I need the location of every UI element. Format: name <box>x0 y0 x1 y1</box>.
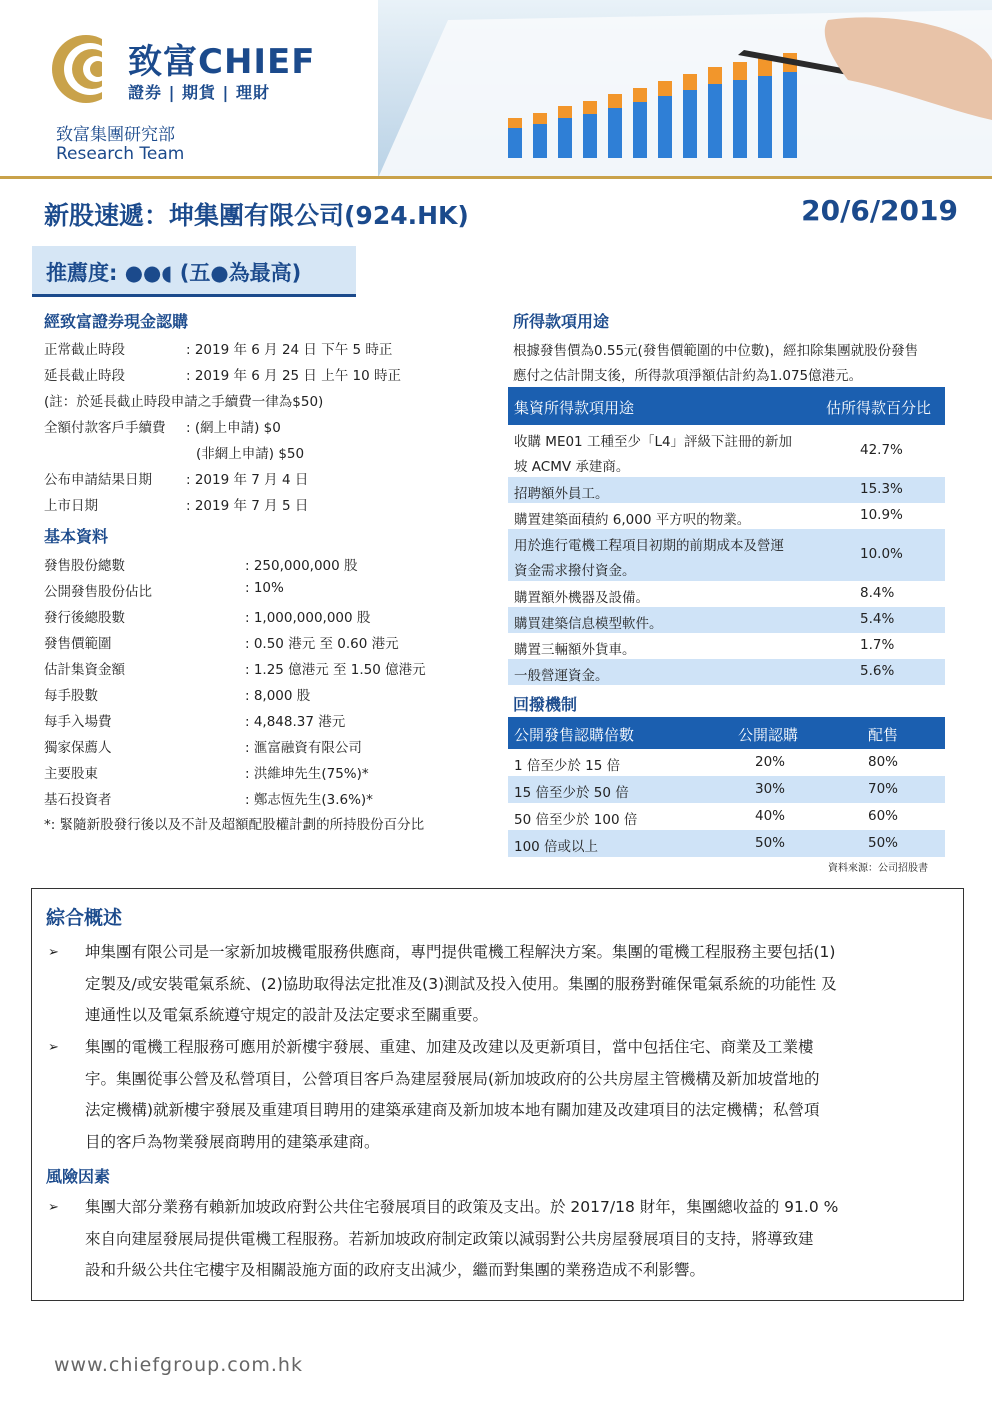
proceeds-intro: 應付之估計開支後，所得款項淨額估計約為1.075億港元。 <box>513 368 863 384</box>
clawback-heading: 回撥機制 <box>513 695 578 714</box>
clawback-table-header <box>508 717 945 749</box>
footer-website-link[interactable]: www.chiefgroup.com.hk <box>54 1354 303 1376</box>
summary-line: 宇。集團從事公營及私營項目，公營項目客戶為建屋發展局(新加坡政府的公共房屋主管機構及新加坡當地的 <box>85 1069 820 1088</box>
basic-info-value: : 4,848.37 港元 <box>245 714 346 730</box>
basic-info-value: : 250,000,000 股 <box>245 558 358 574</box>
fee-online: : (網上申請) $0 <box>186 420 281 436</box>
proceeds-pct: 1.7% <box>860 637 895 653</box>
chief-logo-icon <box>50 33 122 105</box>
proceeds-pct: 8.4% <box>860 585 895 601</box>
proceeds-pct: 5.6% <box>860 663 895 679</box>
department-en: Research Team <box>56 144 185 164</box>
proceeds-heading: 所得款項用途 <box>513 312 610 331</box>
basic-info-label: 發售股份總數 <box>44 558 125 574</box>
proceeds-pct: 42.7% <box>860 442 903 458</box>
proceeds-table-row <box>508 659 945 685</box>
decorative-chart-image <box>378 0 992 178</box>
proceeds-use-text: 購置三輛額外貨車。 <box>514 642 636 658</box>
clawback-cell: 50% <box>868 835 899 851</box>
summary-line: 目的客戶為物業發展商聘用的建築承建商。 <box>85 1132 380 1151</box>
clawback-col-multiple: 公開發售認購倍數 <box>514 726 635 744</box>
basic-info-value: : 1.25 億港元 至 1.50 億港元 <box>245 662 426 678</box>
proceeds-use-text: 招聘額外員工。 <box>514 486 609 502</box>
bullet-arrow-icon: ➢ <box>48 945 59 960</box>
proceeds-intro: 根據發售價為0.55元(發售價範圍的中位數)，經扣除集團就股份發售 <box>513 343 919 359</box>
clawback-col-placing: 配售 <box>868 726 899 744</box>
proceeds-col-use: 集資所得款項用途 <box>514 399 635 417</box>
proceeds-table-row <box>508 581 945 607</box>
basic-info-value: : 10% <box>245 580 284 596</box>
clawback-cell: 40% <box>755 808 786 824</box>
header-divider <box>0 176 992 179</box>
basic-info-value: : 1,000,000,000 股 <box>245 610 371 626</box>
summary-line: 集團的電機工程服務可應用於新樓宇發展、重建、加建及改建以及更新項目，當中包括住宅、商業及工業樓 <box>85 1038 814 1056</box>
clawback-cell: 15 倍至少於 50 倍 <box>514 785 629 801</box>
risk-heading: 風險因素 <box>46 1167 111 1186</box>
proceeds-use-text: 收購 ME01 工種至少「L4」評級下註冊的新加 <box>514 434 793 450</box>
proceeds-use-text: 資金需求撥付資金。 <box>514 563 636 579</box>
subscription-note: (註：於延長截止時段申請之手續費一律為$50) <box>44 394 324 410</box>
proceeds-pct: 10.9% <box>860 507 903 523</box>
fee-offline: (非網上申請) $50 <box>196 446 305 462</box>
fee-label: 全額付款客戶手續費 <box>44 420 166 436</box>
basic-info-label: 估計集資金額 <box>44 662 125 678</box>
basic-info-label: 發售價範圍 <box>44 636 112 652</box>
clawback-col-public: 公開認購 <box>738 726 799 744</box>
subscription-label: 延長截止時段 <box>44 368 125 384</box>
proceeds-use-text: 用於進行電機工程項目初期的前期成本及營運 <box>514 538 784 554</box>
report-title: 新股速遞：坤集團有限公司(924.HK) <box>44 201 469 230</box>
basic-info-label: 每手入場費 <box>44 714 112 730</box>
clawback-cell: 50 倍至少於 100 倍 <box>514 812 638 828</box>
proceeds-pct: 15.3% <box>860 481 903 497</box>
bullet-arrow-icon: ➢ <box>48 1200 59 1215</box>
basic-footnote: *: 緊隨新股發行後以及不計及超額配股權計劃的所持股份百分比 <box>44 817 425 833</box>
basic-info-label: 基石投資者 <box>44 792 112 808</box>
subscription-heading: 經致富證券現金認購 <box>44 312 189 331</box>
basic-info-value: : 鄭志恆先生(3.6%)* <box>245 792 373 808</box>
proceeds-table-header <box>508 387 945 425</box>
basic-info-label: 主要股東 <box>44 766 98 782</box>
clawback-cell: 30% <box>755 781 786 797</box>
proceeds-pct: 10.0% <box>860 546 903 562</box>
proceeds-col-pct: 估所得款百分比 <box>826 399 932 417</box>
summary-line: 集團大部分業務有賴新加坡政府對公共住宅發展項目的政策及支出。於 2017/18 財年，集團總收益的 91.0 % <box>85 1198 839 1216</box>
proceeds-table-row <box>508 425 945 477</box>
logo-brand: 致富CHIEF <box>128 42 316 82</box>
proceeds-use-text: 購買建築信息模型軟件。 <box>514 616 663 632</box>
summary-paragraph-1 <box>85 937 947 1032</box>
summary-line: 坤集團有限公司是一家新加坡機電服務供應商，專門提供電機工程解決方案。集團的電機工程服務主要包括(1) <box>85 943 836 961</box>
subscription-value: : 2019 年 7 月 5 日 <box>186 498 309 514</box>
subscription-value: : 2019 年 6 月 24 日 下午 5 時正 <box>186 342 393 358</box>
proceeds-table-row <box>508 477 945 503</box>
basic-info-label: 發行後總股數 <box>44 610 125 626</box>
proceeds-use-text: 購置額外機器及設備。 <box>514 590 649 606</box>
basic-info-value: : 洪維坤先生(75%)* <box>245 766 369 782</box>
subscription-label: 上市日期 <box>44 498 98 514</box>
summary-line: 法定機構)就新樓宇發展及重建項目聘用的建築承建商及新加坡本地有關加建及改建項目的法定機構；私營項 <box>85 1101 820 1119</box>
source-note: 資料來源：公司招股書 <box>828 863 928 874</box>
proceeds-table-row <box>508 633 945 659</box>
proceeds-use-text: 一般營運資金。 <box>514 668 609 684</box>
clawback-cell: 100 倍或以上 <box>514 839 599 855</box>
summary-paragraph-2 <box>85 1032 947 1158</box>
proceeds-use-text: 購置建築面積約 6,000 平方呎的物業。 <box>514 512 751 528</box>
department-cn: 致富集團研究部 <box>56 125 175 145</box>
basic-info-label: 獨家保薦人 <box>44 740 112 756</box>
clawback-cell: 50% <box>755 835 786 851</box>
risk-paragraph <box>85 1192 947 1287</box>
rating-text: 推薦度: ●●◖ (五●為最高) <box>46 261 302 285</box>
basic-info-value: : 8,000 股 <box>245 688 311 704</box>
subscription-label: 正常截止時段 <box>44 342 125 358</box>
clawback-cell: 80% <box>868 754 899 770</box>
proceeds-pct: 5.4% <box>860 611 895 627</box>
summary-line: 來自向建屋發展局提供電機工程服務。若新加坡政府制定政策以減弱對公共房屋發展項目的支持，將導致建 <box>85 1229 814 1248</box>
basic-info-value: : 滙富融資有限公司 <box>245 740 362 756</box>
clawback-cell: 20% <box>755 754 786 770</box>
summary-heading: 綜合概述 <box>46 907 123 929</box>
subscription-value: : 2019 年 6 月 25 日 上午 10 時正 <box>186 368 401 384</box>
clawback-cell: 70% <box>868 781 899 797</box>
clawback-cell: 1 倍至少於 15 倍 <box>514 758 621 774</box>
clawback-table-row <box>508 830 945 857</box>
basic-info-label: 公開發售股份佔比 <box>44 584 152 600</box>
clawback-table-row <box>508 803 945 830</box>
report-date: 20/6/2019 <box>801 194 958 227</box>
proceeds-table-row <box>508 529 945 581</box>
proceeds-use-text: 坡 ACMV 承建商。 <box>514 459 630 475</box>
basic-info-value: : 0.50 港元 至 0.60 港元 <box>245 636 399 652</box>
clawback-table-row <box>508 749 945 776</box>
header-chart-photo <box>378 0 992 178</box>
clawback-table-row <box>508 776 945 803</box>
logo-subtitle: 證券 | 期貨 | 理財 <box>128 83 270 102</box>
summary-line: 設和升級公共住宅樓宇及相關設施方面的政府支出減少，繼而對集團的業務造成不利影響。 <box>85 1261 706 1279</box>
proceeds-table-row <box>508 607 945 633</box>
summary-line: 定製及/或安裝電氣系統、(2)協助取得法定批准及(3)測試及投入使用。集團的服務對確保電氣系統的功能性 及 <box>85 974 837 993</box>
basic-info-label: 每手股數 <box>44 688 98 704</box>
bullet-arrow-icon: ➢ <box>48 1040 59 1055</box>
clawback-cell: 60% <box>868 808 899 824</box>
proceeds-table-row <box>508 503 945 529</box>
subscription-value: : 2019 年 7 月 4 日 <box>186 472 309 488</box>
summary-line: 連通性以及電氣系統遵守規定的設計及法定要求至關重要。 <box>85 1006 489 1024</box>
basic-info-heading: 基本資料 <box>44 527 109 546</box>
subscription-label: 公布申請結果日期 <box>44 472 152 488</box>
